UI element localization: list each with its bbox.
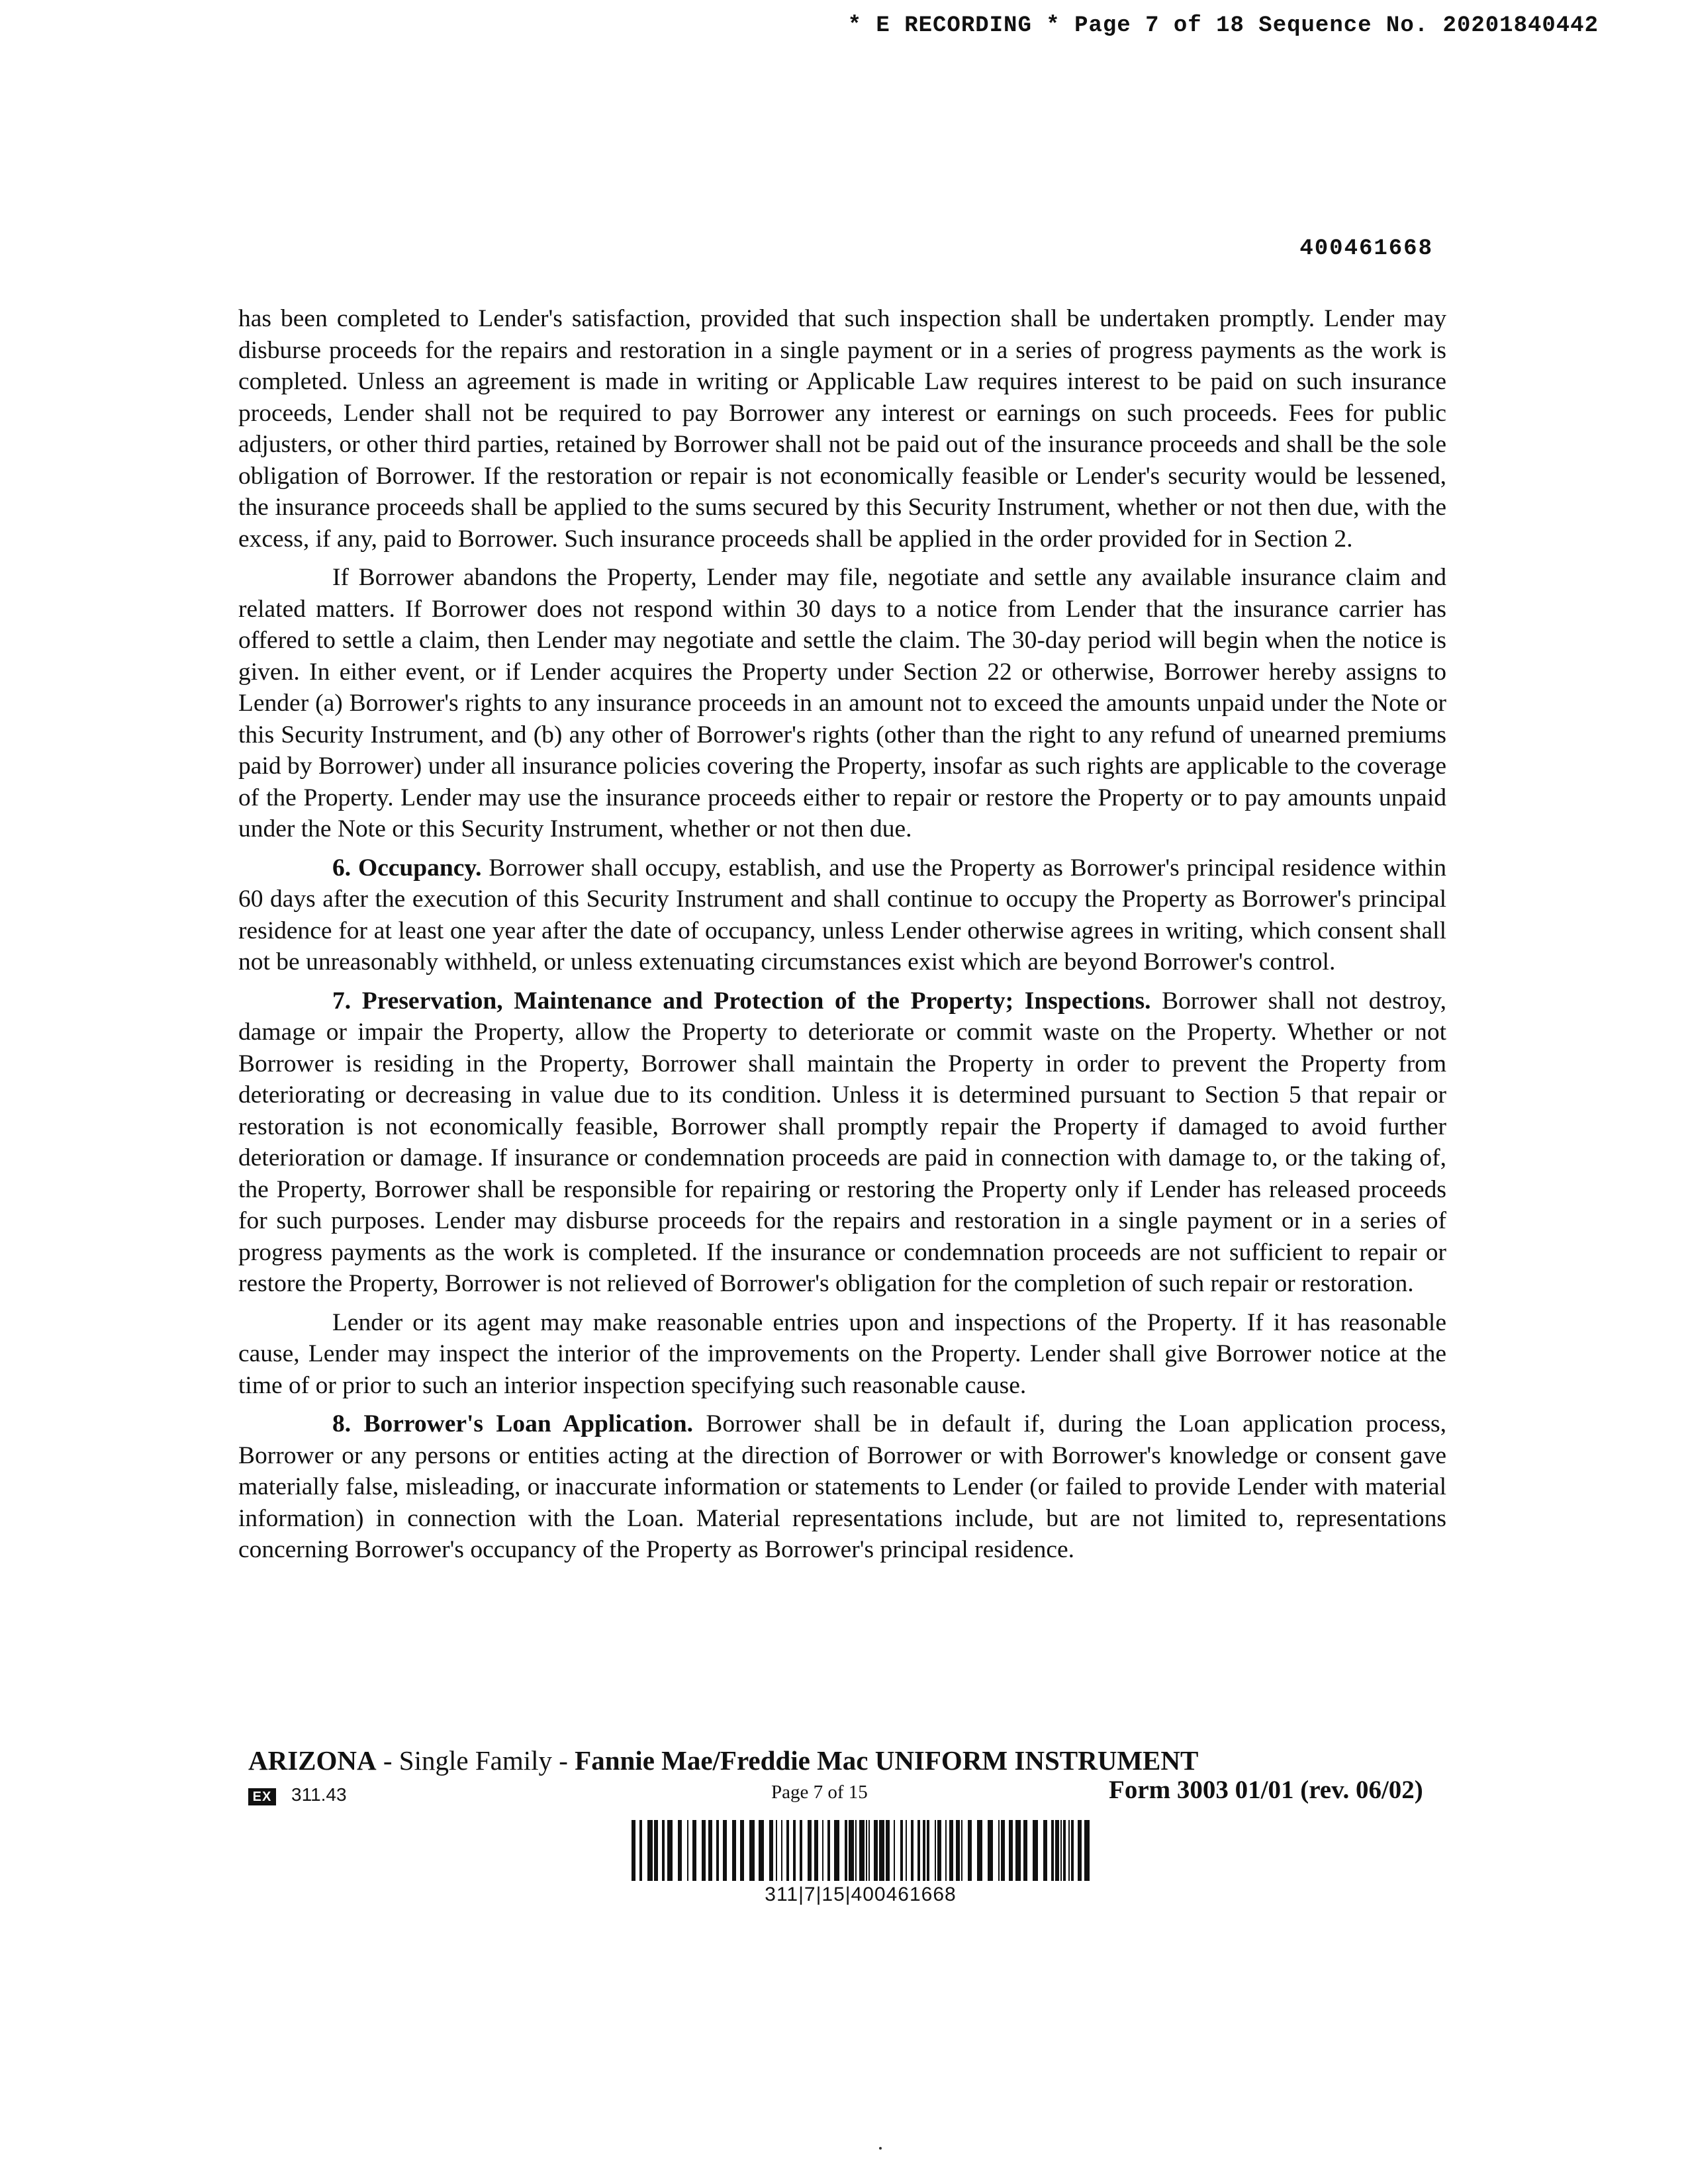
barcode-bar — [1015, 1820, 1021, 1881]
barcode-bar — [827, 1820, 830, 1881]
barcode-bar — [868, 1820, 870, 1881]
barcode-bar — [702, 1820, 706, 1881]
barcode-bar — [1071, 1820, 1074, 1881]
barcode-bar — [759, 1820, 764, 1881]
barcode-bar — [886, 1820, 890, 1881]
section-8-text: Borrower shall be in default if, during the Loan application process, Borrower or any persons or entities acting at the direction of Borrower or with Borrower's knowledge or consent gave materially false, misleading, or inaccurate information or statements to Lender (or failed to provide Lender with material information) in connection with the Loan. Material representations include, but are not limited to, representations concerning Borrower's occupancy of the Property as Borrower's principal residence. — [238, 1410, 1447, 1563]
barcode-bar — [977, 1820, 982, 1881]
loan-number: 400461668 — [1299, 236, 1433, 261]
barcode-bar — [678, 1820, 682, 1881]
barcode-bar — [740, 1820, 744, 1881]
barcode-bar — [1063, 1820, 1066, 1881]
barcode-bar — [732, 1820, 736, 1881]
barcode-bar — [923, 1820, 925, 1881]
barcode-bar — [723, 1820, 727, 1881]
barcode-bar — [1023, 1820, 1027, 1881]
barcode-bar — [834, 1820, 839, 1881]
section-8-heading: 8. Borrower's Loan Application. — [332, 1410, 694, 1437]
page-number: Page 7 of 15 — [771, 1782, 868, 1803]
barcode-bar — [1055, 1820, 1059, 1881]
barcode-bar — [708, 1820, 712, 1881]
barcode-bar — [749, 1820, 755, 1881]
barcode-bar — [781, 1820, 782, 1881]
barcode-bar — [961, 1820, 962, 1881]
barcode-bar — [1068, 1820, 1070, 1881]
barcode-bar — [1060, 1820, 1062, 1881]
barcode-bar — [1001, 1820, 1005, 1881]
section-7-heading: 7. Preservation, Maintenance and Protection of the Property; Inspections. — [332, 987, 1151, 1015]
barcode-bar — [900, 1820, 903, 1881]
section-7-inspections-paragraph: Lender or its agent may make reasonable entries upon and inspections of the Property. If it has reasonable cause, Lender may inspect the interior of the improvements on the Property. Lender shall give Borrower notice at the time of or prior to such an interior inspection specifying such reasonable cause. — [238, 1308, 1446, 1399]
barcode-bar — [716, 1820, 719, 1881]
barcode-bar — [692, 1820, 696, 1881]
barcode-bar — [639, 1820, 642, 1881]
barcode-bar — [814, 1820, 818, 1881]
barcode-bar — [949, 1820, 953, 1881]
section-7-preservation — [238, 985, 1446, 1300]
barcode-bar — [998, 1820, 1000, 1881]
section-6-heading: 6. Occupancy. — [332, 854, 482, 882]
barcode-bar — [859, 1820, 865, 1881]
barcode-bar — [935, 1820, 936, 1881]
section-7-text: Borrower shall not destroy, damage or impair the Property, allow the Property to deteriorate or commit waste on the Property. Whether or not Borrower is residing in the Property, Borrower shall maintain the Property in order to prevent the Property from deteriorating or decreasing in value due to its condition. Unless it is determined pursuant to Section 5 that repair or restoration is not economically feasible, Borrower shall promptly repair the Property if damaged to avoid further deterioration or damage. If insurance or condemnation proceeds are paid in connection with damage to, or the taking of, the Property, Borrower shall be responsible for repairing or restoring the Property only if Lender has released proceeds for such purposes. Lender may disburse proceeds for the repairs and restoration in a single payment or in a series of progress payments as the work is completed. If the insurance or condemnation proceeds are not sufficient to repair or restore the Property, Borrower is not relieved of Borrower's obligation for the completion of such repair or restoration. — [238, 987, 1446, 1297]
footer-instrument-title — [248, 1745, 1198, 1776]
barcode-bar — [647, 1820, 653, 1881]
ex-badge: EX — [248, 1788, 276, 1805]
barcode-bar — [662, 1820, 665, 1881]
barcode-bar — [945, 1820, 947, 1881]
footer-agency: Fannie Mae/Freddie Mac UNIFORM INSTRUMENT — [575, 1745, 1199, 1776]
barcode-bar — [866, 1820, 867, 1881]
footer-state: ARIZONA — [248, 1745, 377, 1776]
barcode-bar — [968, 1820, 972, 1881]
barcode-bar — [917, 1820, 920, 1881]
form-code: 311.43 — [291, 1784, 347, 1805]
barcode-bar — [894, 1820, 895, 1881]
scan-speck — [879, 2147, 882, 2150]
barcode-bar — [808, 1820, 812, 1881]
barcode-bar — [1033, 1820, 1038, 1881]
paragraph-abandonment: If Borrower abandons the Property, Lender may file, negotiate and settle any available insurance claim and related matters. If Borrower does not respond within 30 days to a notice from Lender that the insurance carrier has offered to settle a claim, then Lender may negotiate and settle the claim. The 30-day period will begin when the notice is given. In either event, or if Lender acquires the Property under Section 22 or otherwise, Borrower hereby assigns to Lender (a) Borrower's rights to any insurance proceeds in an amount not to exceed the amounts unpaid under the Note or this Security Instrument, and (b) any other of Borrower's rights (other than the right to any refund of unearned premiums paid by Borrower) under all insurance policies covering the Property, insofar as such rights are applicable to the coverage of the Property. Lender may use the insurance proceeds either to repair or restore the Property or to pay amounts unpaid under the Note or this Security Instrument, whether or not then due. — [238, 564, 1446, 842]
barcode-bar — [1078, 1820, 1082, 1881]
footer-separator: - Single Family - — [376, 1745, 575, 1776]
barcode-bar — [800, 1820, 802, 1881]
barcode-bar — [988, 1820, 993, 1881]
barcode-bar — [793, 1820, 796, 1881]
barcode-bar — [855, 1820, 857, 1881]
barcode-bar — [927, 1820, 929, 1881]
recording-header: * E RECORDING * Page 7 of 18 Sequence No. 20201840442 — [847, 13, 1599, 38]
barcode-bar — [687, 1820, 688, 1881]
barcode-bar — [879, 1820, 884, 1881]
section-6-occupancy — [238, 852, 1446, 978]
barcode-bar — [956, 1820, 960, 1881]
form-number: Form 3003 01/01 (rev. 06/02) — [1109, 1776, 1423, 1804]
barcode-bar — [849, 1820, 854, 1881]
barcode-bar — [654, 1820, 658, 1881]
barcode-bar — [822, 1820, 823, 1881]
barcode-bar — [911, 1820, 914, 1881]
barcode-bar — [937, 1820, 941, 1881]
barcode-bar — [776, 1820, 777, 1881]
barcode-bar — [874, 1820, 878, 1881]
barcode — [629, 1820, 1092, 1881]
barcode-bar — [786, 1820, 789, 1881]
barcode-bar — [1051, 1820, 1054, 1881]
document-body — [238, 303, 1446, 1573]
barcode-bar — [1084, 1820, 1090, 1881]
barcode-bar — [667, 1820, 673, 1881]
barcode-bar — [769, 1820, 773, 1881]
barcode-bar — [632, 1820, 635, 1881]
section-6-text: Borrower shall occupy, establish, and use the Property as Borrower's principal residence within 60 days after the execution of this Security Instrument and shall continue to occupy the Property as Borrower's principal residence for at least one year after the date of occupancy, unless Lender otherwise agrees in writing, which consent shall not be unreasonably withheld, or unless extenuating circumstances exist which are beyond Borrower's control. — [238, 854, 1447, 976]
barcode-bar — [845, 1820, 847, 1881]
paragraph-insurance-proceeds: has been completed to Lender's satisfaction, provided that such inspection shall be undertaken promptly. Lender may disburse proceeds for the repairs and restoration in a single payment or in a series of progress payments as the work is completed. Unless an agreement is made in writing or Applicable Law requires interest to be paid on such insurance proceeds, Lender shall not be required to pay Borrower any interest or earnings on such proceeds. Fees for public adjusters, or other third parties, retained by Borrower shall not be paid out of the insurance proceeds and shall be the sole obligation of Borrower. If the restoration or repair is not economically feasible or Lender's security would be lessened, the insurance proceeds shall be applied to the sums secured by this Security Instrument, whether or not then due, with the excess, if any, paid to Borrower. Such insurance proceeds shall be applied in the order provided for in Section 2. — [238, 305, 1446, 553]
section-8-loan-application — [238, 1408, 1446, 1566]
barcode-bar — [906, 1820, 907, 1881]
barcode-text: 311|7|15|400461668 — [765, 1884, 957, 1905]
barcode-bar — [1009, 1820, 1013, 1881]
barcode-bar — [1043, 1820, 1047, 1881]
